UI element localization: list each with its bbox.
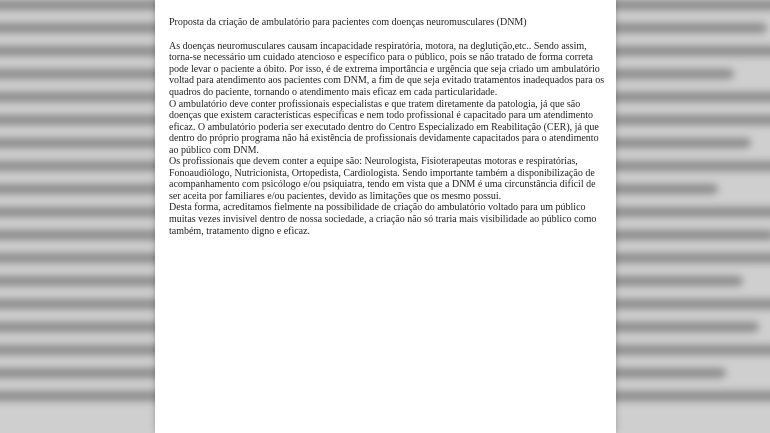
- paragraph-3: Os profissionais que devem conter a equipe são: Neurologista, Fisioterapeutas motoras e respiratórias, Fonoaudiólogo, Nutricionista, Ortopedista, Cardiologista. Sendo importante também a disponibilização de acompanhamento com psicólogo e/ou psiquiatra, tendo em vista que a DNM é uma circunstância difícil de ser aceita por familiares e/ou pacientes, devido as limitações que os mesmo possui.: [169, 156, 596, 202]
- paragraph-2: O ambulatório deve conter profissionais especialistas e que tratem diretamente da patologia, já que são doenças que existem características específicas e nem todo profissional é capacitado para um atendimento eficaz. O ambulatório poderia ser executado dentro do Centro Especializado em Reabilitação (CER), já que dentro do próprio programa não há existência de profissionais devidamente capacitados para o atendimento ao público com DNM.: [169, 98, 599, 156]
- paragraph-1: As doenças neuromusculares causam incapacidade respiratória, motora, na deglutição,etc.. Sendo assim, torna-se necessário um cuidado atencioso e específico para o público, pois se não tratado de forma correta pode levar o paciente a óbito. Por isso, é de extrema importância e urgência que seja criado um ambulatório voltad para atendimento aos pacientes com DNM, a fim de que seja evitado tratamentos inadequados para os quadros do paciente, tornando o atendimento mais eficaz em cada particularidade.: [169, 40, 605, 98]
- document-page: [155, 0, 616, 433]
- document-content: [169, 17, 606, 237]
- document-title: Proposta da criação de ambulatório para pacientes com doenças neuromusculares (DNM): [169, 17, 527, 28]
- paragraph-4: Desta forma, acreditamos fielmente na possibilidade de criação do ambulatório voltado para um público muitas vezes invisível dentro de nossa sociedade, a criação não só traria mais visibilidade ao público como também, tratamento digno e eficaz.: [169, 202, 597, 237]
